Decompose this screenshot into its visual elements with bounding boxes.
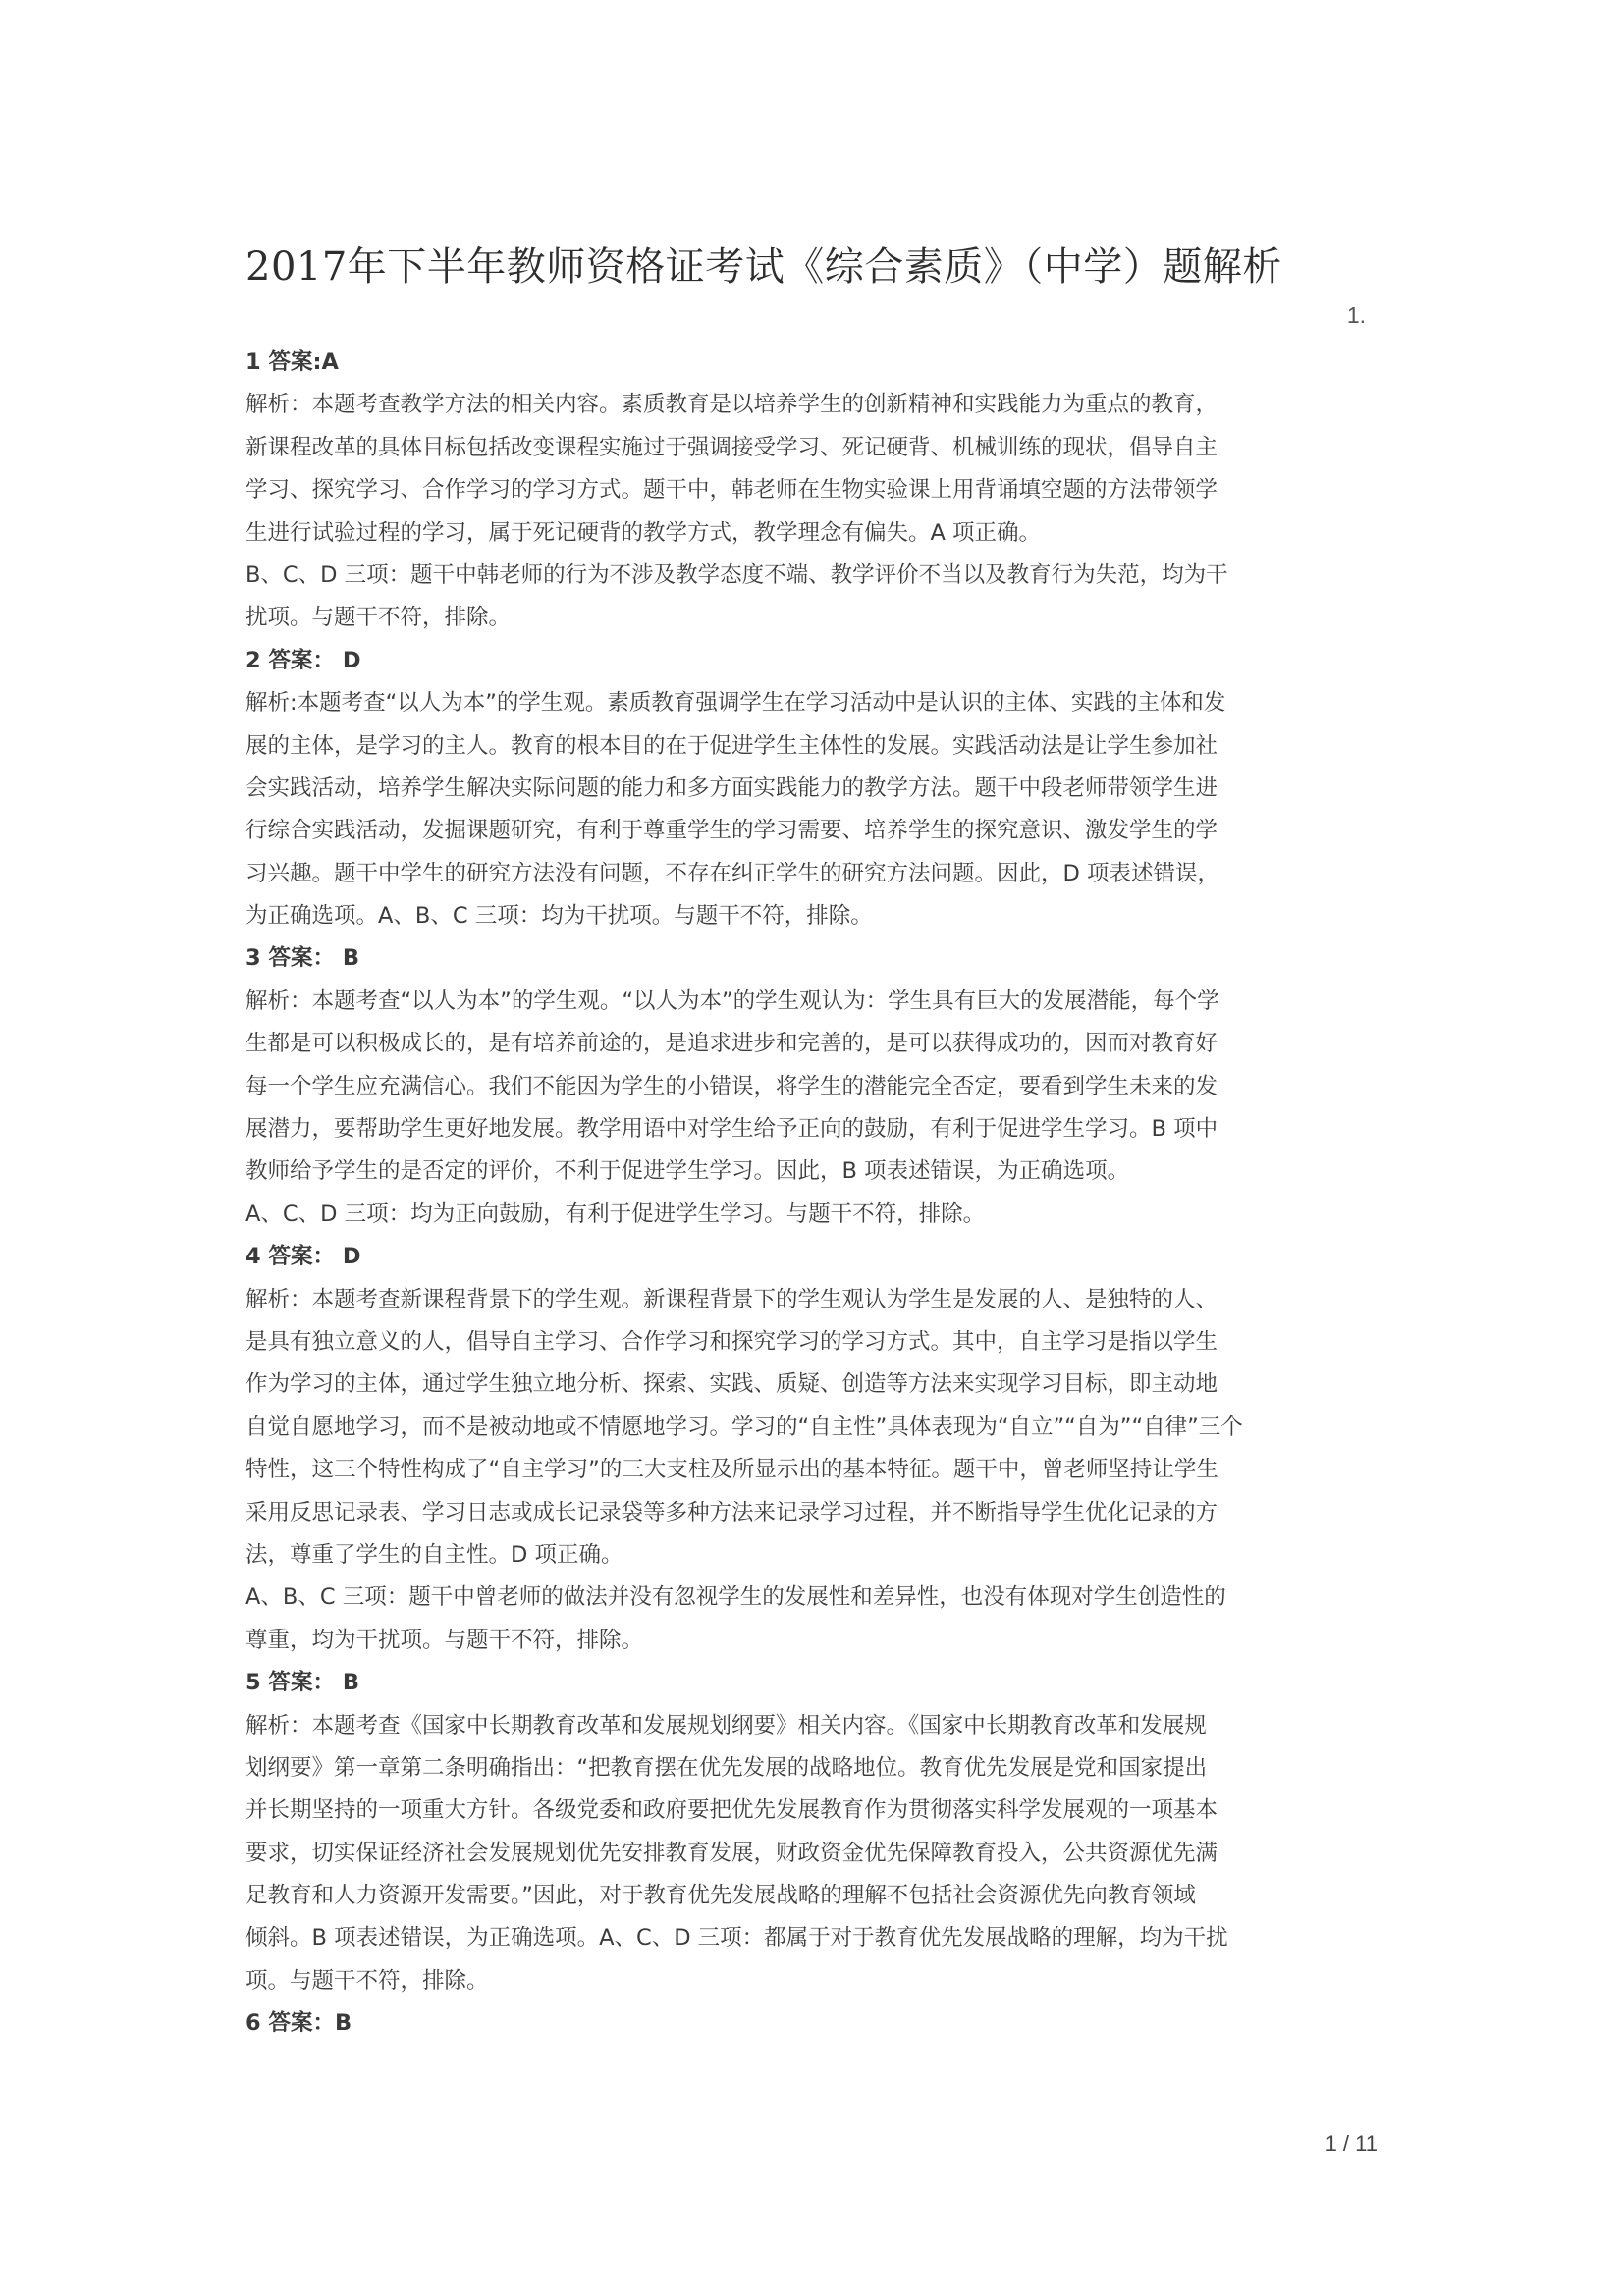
explanation-line: 解析：本题考查新课程背景下的学生观。新课程背景下的学生观认为学生是发展的人、是独特的人、 bbox=[245, 1286, 1218, 1312]
explanation-line: 法，尊重了学生的自主性。D 项正确。 bbox=[245, 1541, 623, 1568]
answer-heading: 2 答案： D bbox=[245, 647, 361, 673]
explanation-line: A、C、D 三项：均为正向鼓励，有利于促进学生学习。与题干不符，排除。 bbox=[245, 1201, 986, 1227]
explanation-line: 新课程改革的具体目标包括改变课程实施过于强调接受学习、死记硬背、机械训练的现状，倡导自主 bbox=[245, 434, 1218, 460]
explanation-line: 作为学习的主体，通过学生独立地分析、探索、实践、质疑、创造等方法来实现学习目标，即主动地 bbox=[245, 1371, 1218, 1398]
explanation-line: 教师给予学生的是否定的评价，不利于促进学生学习。因此，B 项表述错误，为正确选项。 bbox=[245, 1158, 1130, 1185]
explanation-line: 并长期坚持的一项重大方针。各级党委和政府要把优先发展教育作为贯彻落实科学发展观的一项基本 bbox=[245, 1797, 1218, 1824]
explanation-line: 习兴趣。题干中学生的研究方法没有问题，不存在纠正学生的研究方法问题。因此，D 项表述错误， bbox=[245, 860, 1219, 886]
explanation-line: 展的主体，是学习的主人。教育的根本目的在于促进学生主体性的发展。实践活动法是让学生参加社 bbox=[245, 732, 1218, 759]
explanation-line: B、C、D 三项：题干中韩老师的行为不涉及教学态度不端、教学评价不当以及教育行为失范，均为干 bbox=[245, 561, 1228, 588]
title-suffix: 1. bbox=[1346, 302, 1366, 328]
explanation-line: 是具有独立意义的人，倡导自主学习、合作学习和探究学习的学习方式。其中，自主学习是指以学生 bbox=[245, 1328, 1218, 1355]
explanation-line: 采用反思记录表、学习日志或成长记录袋等多种方法来记录学习过程，并不断指导学生优化记录的方 bbox=[245, 1499, 1218, 1525]
answer-heading: 5 答案： B bbox=[245, 1670, 359, 1696]
explanation-line: 展潜力，要帮助学生更好地发展。教学用语中对学生给予正向的鼓励，有利于促进学生学习。B 项中 bbox=[245, 1116, 1218, 1143]
answer-heading: 1 答案:A bbox=[245, 349, 339, 375]
page-number: 1 / 11 bbox=[1325, 2131, 1378, 2156]
explanation-line: 解析：本题考查教学方法的相关内容。素质教育是以培养学生的创新精神和实践能力为重点的教育， bbox=[245, 392, 1218, 418]
explanation-line: 倾斜。B 项表述错误，为正确选项。A、C、D 三项：都属于对于教育优先发展战略的理解，均为干扰 bbox=[245, 1925, 1228, 1951]
explanation-line: 自觉自愿地学习，而不是被动地或不情愿地学习。学习的“自主性”具体表现为“自立”“自为”“自律”三个 bbox=[245, 1414, 1243, 1440]
explanation-line: 生进行试验过程的学习，属于死记硬背的教学方式，教学理念有偏失。A 项正确。 bbox=[245, 519, 1042, 546]
explanation-line: 生都是可以积极成长的，是有培养前途的，是追求进步和完善的，是可以获得成功的，因而对教育好 bbox=[245, 1031, 1218, 1057]
answer-heading: 4 答案： D bbox=[245, 1244, 361, 1270]
page-title: 2017年下半年教师资格证考试《综合素质》（中学）题解析 bbox=[245, 244, 1282, 290]
explanation-line: 解析：本题考查“以人为本”的学生观。“以人为本”的学生观认为：学生具有巨大的发展潜能，每个学 bbox=[245, 988, 1219, 1014]
explanation-line: 扰项。与题干不符，排除。 bbox=[245, 605, 512, 631]
answer-heading: 3 答案： B bbox=[245, 945, 359, 972]
explanation-line: 划纲要》第一章第二条明确指出：“把教育摆在优先发展的战略地位。教育优先发展是党和国家提出 bbox=[245, 1754, 1208, 1781]
explanation-line: 特性，这三个特性构成了“自主学习”的三大支柱及所显示出的基本特征。题干中，曾老师坚持让学生 bbox=[245, 1457, 1218, 1483]
answer-heading: 6 答案：B bbox=[245, 2010, 352, 2037]
explanation-line: 要求，切实保证经济社会发展规划优先安排教育发展，财政资金优先保障教育投入，公共资源优先满 bbox=[245, 1840, 1218, 1866]
explanation-line: 学习、探究学习、合作学习的学习方式。题干中，韩老师在生物实验课上用背诵填空题的方法带领学 bbox=[245, 477, 1218, 504]
explanation-line: 行综合实践活动，发掘课题研究，有利于尊重学生的学习需要、培养学生的探究意识、激发学生的学 bbox=[245, 818, 1218, 844]
explanation-line: 会实践活动，培养学生解决实际问题的能力和多方面实践能力的教学方法。题干中段老师带领学生进 bbox=[245, 774, 1218, 801]
explanation-line: A、B、C 三项：题干中曾老师的做法并没有忽视学生的发展性和差异性，也没有体现对学生创造性的 bbox=[245, 1584, 1226, 1611]
document-body bbox=[245, 342, 1380, 2046]
explanation-line: 每一个学生应充满信心。我们不能因为学生的小错误，将学生的潜能完全否定，要看到学生未来的发 bbox=[245, 1073, 1218, 1099]
explanation-line: 足教育和人力资源开发需要。”因此，对于教育优先发展战略的理解不包括社会资源优先向教育领域 bbox=[245, 1883, 1196, 1909]
explanation-line: 解析:本题考查“以人为本”的学生观。素质教育强调学生在学习活动中是认识的主体、实践的主体和发 bbox=[245, 690, 1226, 717]
explanation-line: 尊重，均为干扰项。与题干不符，排除。 bbox=[245, 1627, 644, 1653]
explanation-line: 为正确选项。A、B、C 三项：均为干扰项。与题干不符，排除。 bbox=[245, 903, 873, 930]
explanation-line: 项。与题干不符，排除。 bbox=[245, 1967, 489, 1994]
explanation-line: 解析：本题考查《国家中长期教育改革和发展规划纲要》相关内容。《国家中长期教育改革和发展规 bbox=[245, 1712, 1207, 1738]
